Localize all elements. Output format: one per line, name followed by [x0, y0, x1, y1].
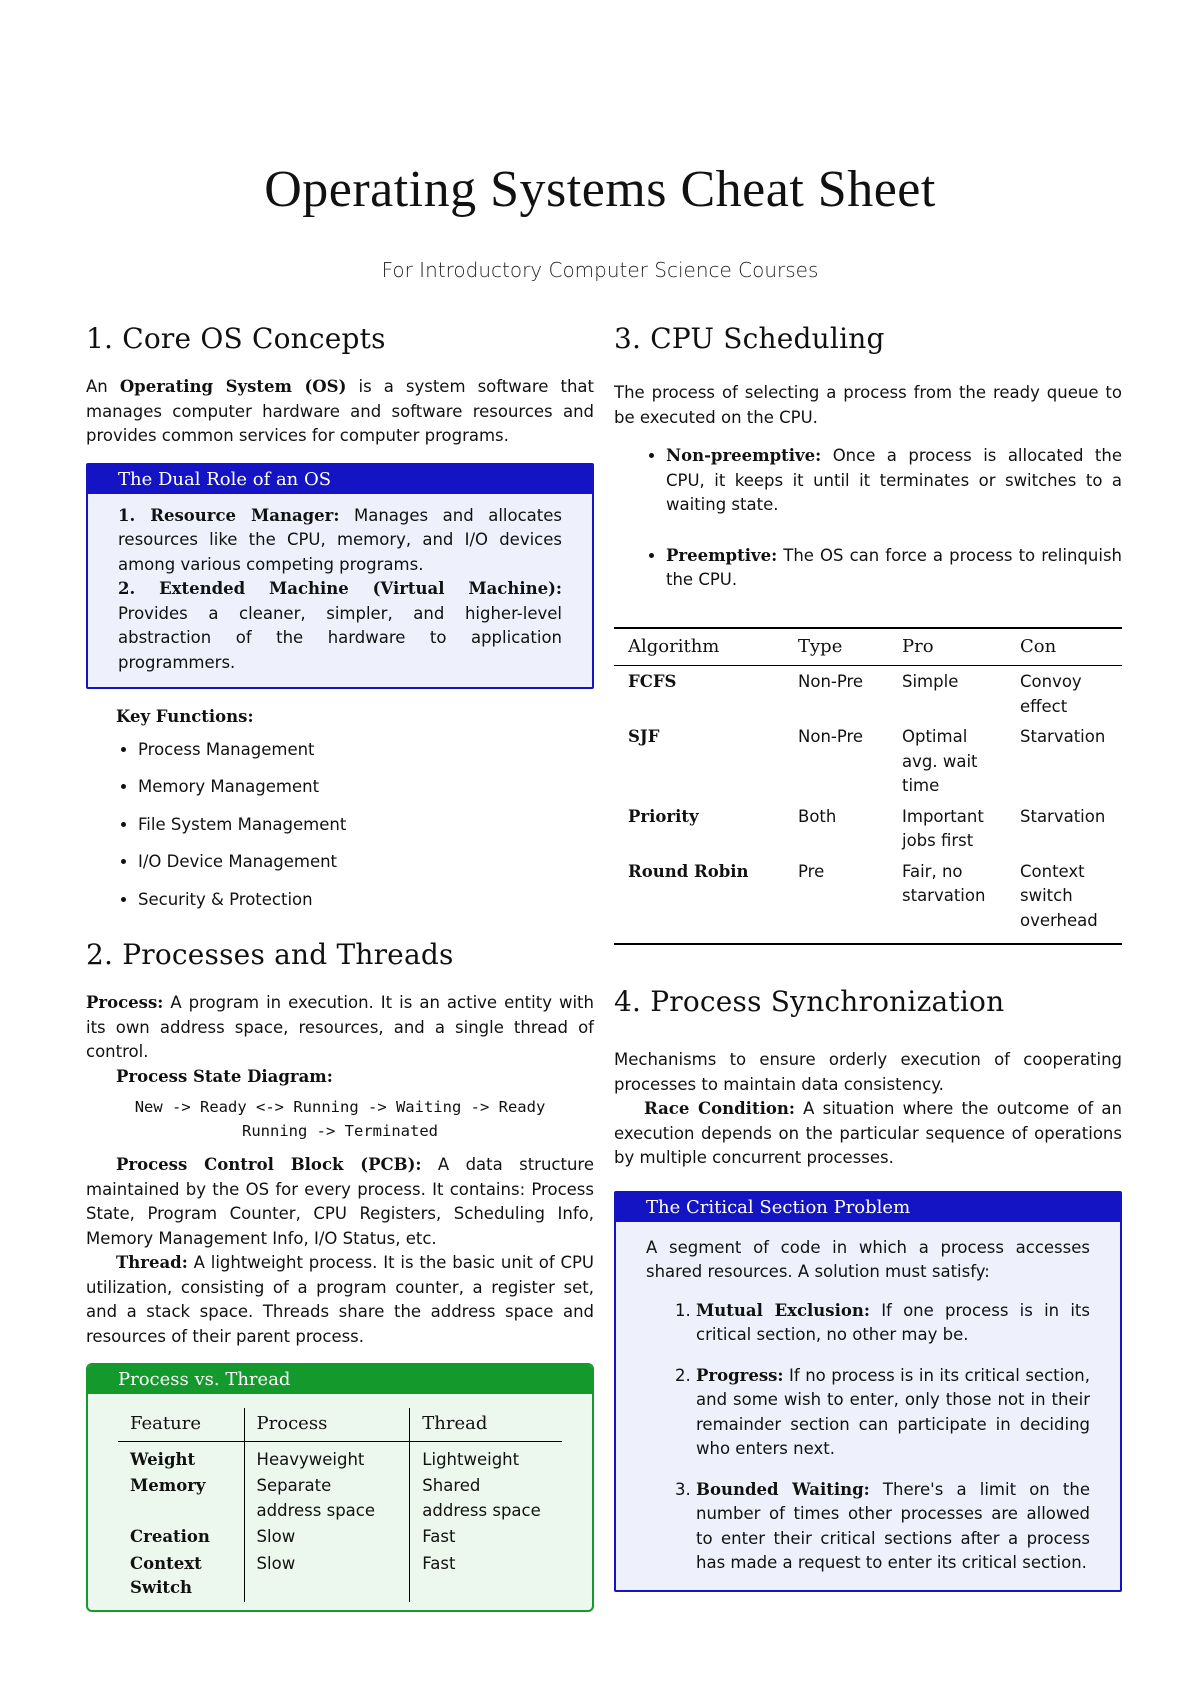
table-cell: Non-Pre: [798, 727, 864, 746]
box-body: [88, 494, 592, 688]
algorithm-name: SJF: [628, 727, 660, 746]
table-cell: Context switch overhead: [1020, 861, 1098, 930]
pcb-definition: [86, 1153, 594, 1251]
intro-term: Operating System (OS): [119, 377, 347, 396]
table-row: [614, 856, 1122, 945]
section-heading: 3. CPU Scheduling: [614, 322, 885, 355]
os-definition: [86, 375, 594, 449]
table-cell: Fast: [410, 1551, 562, 1602]
column-header: Type: [784, 628, 888, 666]
column-header: Feature: [118, 1408, 244, 1441]
column-header: Thread: [410, 1408, 562, 1441]
key-functions-heading: Key Functions:: [116, 707, 254, 726]
key-functions-list: [86, 738, 594, 913]
list-item: • Memory Management: [138, 775, 594, 800]
section-cpu-scheduling: [614, 322, 1122, 945]
box-title: The Critical Section Problem: [616, 1193, 1120, 1222]
table-cell: Important jobs first: [902, 806, 984, 850]
left-column: [86, 322, 594, 1628]
table-row: [614, 801, 1122, 856]
row-label: Creation: [130, 1527, 210, 1546]
table-cell: Both: [798, 806, 837, 826]
state-diagram-label: [86, 1065, 594, 1090]
table-row: [614, 721, 1122, 801]
list-item: [666, 444, 1122, 518]
list-item: [666, 544, 1122, 593]
list-item: [696, 1364, 1090, 1462]
term: Race Condition:: [644, 1099, 795, 1118]
scheduling-table: [614, 627, 1122, 946]
column-header: Con: [1006, 628, 1122, 666]
section-heading: 4. Process Synchronization: [614, 985, 1005, 1018]
thread-definition: [86, 1251, 594, 1349]
box-title: The Dual Role of an OS: [88, 465, 592, 494]
algorithm-name: Priority: [628, 806, 699, 826]
role-text: Provides a cleaner, simpler, and higher-level abstraction of the hardware to application programmers.: [118, 603, 562, 672]
table-cell: Starvation: [1020, 806, 1106, 826]
box-body: [616, 1222, 1120, 1590]
section-core-os-concepts: [86, 322, 594, 912]
critical-section-box: [614, 1191, 1122, 1592]
table-cell: Fast: [410, 1524, 562, 1551]
table-row: [118, 1524, 562, 1551]
algorithm-name: FCFS: [628, 672, 677, 691]
table-cell: Separate address space: [244, 1473, 410, 1524]
state-line: Running -> Terminated: [242, 1122, 438, 1140]
algorithm-name: Round Robin: [628, 861, 749, 881]
term: Process Control Block (PCB):: [116, 1155, 422, 1174]
intro-pre: An: [86, 377, 108, 396]
process-thread-table: [118, 1408, 562, 1602]
page-title: Operating Systems Cheat Sheet: [264, 161, 936, 218]
list-item: • File System Management: [138, 813, 594, 838]
table-cell: Lightweight: [410, 1441, 562, 1473]
definition-text: Once a process is allocated the CPU, it keeps it until it terminates or switches to a waiting state.: [666, 446, 1122, 514]
page-subtitle: For Introductory Computer Science Courses: [381, 258, 819, 282]
term: Process State Diagram:: [116, 1066, 333, 1086]
definition-text: A situation where the outcome of an execution depends on the particular sequence of operations by multiple concurrent processes.: [614, 1099, 1122, 1167]
box-body: [88, 1394, 592, 1610]
term: Bounded Waiting:: [696, 1479, 870, 1499]
section-processes-threads: [86, 938, 594, 1612]
definition-text: A lightweight process. It is the basic unit of CPU utilization, consisting of a program counter, a register set, and a stack space. Threads share the address space and resources of their parent process.: [86, 1253, 594, 1346]
role-extended-machine: [118, 577, 562, 675]
section-process-synchronization: [614, 985, 1122, 1592]
definition-text: There's a limit on the number of times other processes are allowed to enter their critical sections after a process has made a request to enter its critical section.: [696, 1479, 1090, 1572]
table-header-row: [614, 628, 1122, 666]
term: Progress:: [696, 1365, 784, 1385]
definition-text: A program in execution. It is an active entity with its own address space, resources, and a single thread of control.: [86, 993, 594, 1061]
table-cell: Slow: [244, 1524, 410, 1551]
process-definition: [86, 991, 594, 1065]
key-functions-label: [86, 705, 594, 730]
section-heading: 1. Core OS Concepts: [86, 322, 386, 355]
table-row: [118, 1473, 562, 1524]
role-resource-manager: [118, 504, 562, 578]
list-item: [696, 1478, 1090, 1576]
list-item: [696, 1299, 1090, 1348]
column-header: Process: [244, 1408, 410, 1441]
row-label: Context Switch: [130, 1553, 202, 1597]
term: Mutual Exclusion:: [696, 1300, 870, 1320]
table-cell: Simple: [902, 672, 959, 691]
table-cell: Heavyweight: [244, 1441, 410, 1473]
row-label: Memory: [130, 1476, 206, 1495]
dual-role-box: [86, 463, 594, 690]
table-cell: Starvation: [1020, 727, 1106, 746]
sync-intro: Mechanisms to ensure orderly execution of cooperating processes to maintain data consistency.: [614, 1050, 1122, 1094]
table-cell: Non-Pre: [798, 672, 864, 691]
table-cell: Pre: [798, 861, 825, 881]
term: Non-preemptive:: [666, 446, 822, 465]
box-title: Process vs. Thread: [88, 1365, 592, 1394]
requirements-list: [646, 1299, 1090, 1576]
section-heading: 2. Processes and Threads: [86, 938, 454, 971]
table-cell: Shared address space: [410, 1473, 562, 1524]
list-item: • I/O Device Management: [138, 850, 594, 875]
table-cell: Slow: [244, 1551, 410, 1602]
term: Thread:: [116, 1253, 188, 1272]
row-label: Weight: [130, 1449, 196, 1469]
race-condition-definition: [614, 1097, 1122, 1171]
scheduling-intro: The process of selecting a process from the ready queue to be executed on the CPU.: [614, 383, 1122, 427]
term: Process:: [86, 993, 164, 1012]
right-column: [614, 322, 1122, 1608]
state-line: New -> Ready <-> Running -> Waiting -> Ready: [134, 1098, 546, 1116]
term: Preemptive:: [666, 545, 778, 565]
role-label: 1. Resource Manager:: [118, 505, 340, 525]
scheduling-types-list: [614, 444, 1122, 593]
table-row: [614, 666, 1122, 722]
column-header: Pro: [888, 628, 1006, 666]
column-header: Algorithm: [614, 628, 784, 666]
state-diagram: [86, 1095, 594, 1143]
table-cell: Fair, no starvation: [902, 861, 986, 905]
list-item: • Process Management: [138, 738, 594, 763]
critical-section-intro: A segment of code in which a process accesses shared resources. A solution must satisfy:: [646, 1237, 1090, 1281]
table-header-row: [118, 1408, 562, 1441]
intro-text: is a system software that manages computer hardware and software resources and provides common services for computer programs.: [86, 377, 595, 445]
table-cell: Convoy effect: [1020, 672, 1082, 716]
definition-text: The OS can force a process to relinquish the CPU.: [666, 545, 1123, 589]
role-label: 2. Extended Machine (Virtual Machine):: [118, 579, 562, 598]
table-row: [118, 1551, 562, 1602]
table-cell: Optimal avg. wait time: [902, 727, 978, 795]
definition-text: If one process is in its critical section, no other may be.: [696, 1300, 1090, 1344]
list-item: • Security & Protection: [138, 888, 594, 913]
role-text: Manages and allocates resources like the CPU, memory, and I/O devices among various competing programs.: [118, 505, 562, 574]
definition-text: A data structure maintained by the OS for every process. It contains: Process State, Program Counter, CPU Registers, Scheduling Info, Memory Management Info, I/O Status, etc.: [86, 1155, 594, 1248]
process-vs-thread-box: [86, 1363, 594, 1612]
table-row: [118, 1441, 562, 1473]
definition-text: If no process is in its critical section, and some wish to enter, only those not in their remainder section can participate in deciding who enters next.: [696, 1365, 1091, 1458]
